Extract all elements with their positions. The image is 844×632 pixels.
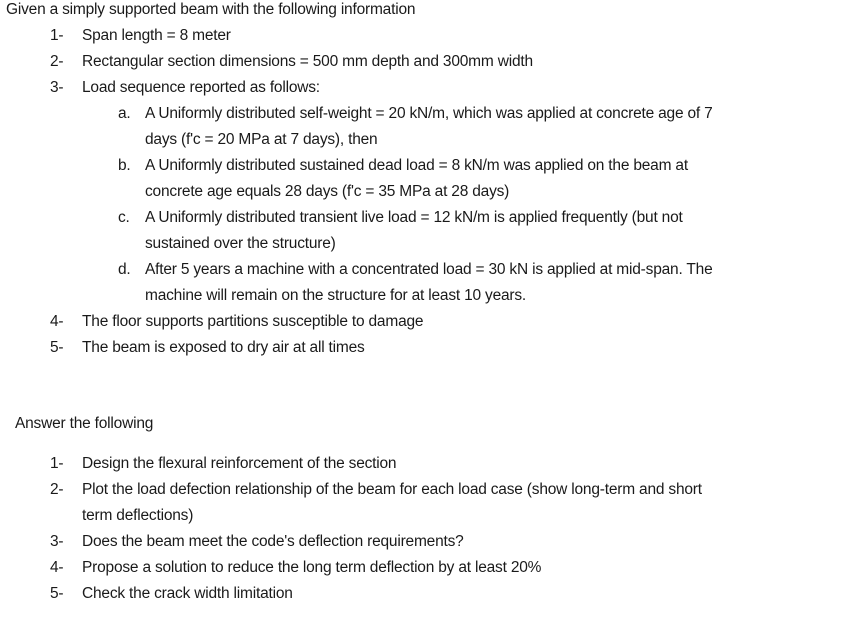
item-text: Check the crack width limitation (82, 585, 293, 602)
item-number: 3- (50, 79, 64, 96)
load-c-line1 (118, 208, 683, 228)
load-text: After 5 years a machine with a concentrated load = 30 kN is applied at mid-span. The (145, 261, 713, 278)
answer-item-1 (50, 454, 396, 474)
item-number: 2- (50, 53, 64, 70)
given-item-2 (50, 52, 533, 72)
item-number: 1- (50, 27, 64, 44)
load-c-line2: sustained over the structure) (145, 235, 336, 252)
item-text: The beam is exposed to dry air at all times (82, 339, 365, 356)
item-text: The floor supports partitions susceptible to damage (82, 313, 424, 330)
load-b-line2: concrete age equals 28 days (f'c = 35 MPa at 28 days) (145, 183, 510, 200)
load-letter: a. (118, 105, 131, 122)
answer-item-3 (50, 532, 464, 552)
item-number: 3- (50, 533, 64, 550)
load-letter: d. (118, 261, 131, 278)
item-text: Load sequence reported as follows: (82, 79, 320, 96)
load-b-line1 (118, 156, 688, 176)
given-item-3 (50, 78, 320, 98)
load-a-line2: days (f'c = 20 MPa at 7 days), then (145, 131, 378, 148)
load-letter: b. (118, 157, 131, 174)
item-number: 4- (50, 559, 64, 576)
item-text: Span length = 8 meter (82, 27, 231, 44)
given-intro: Given a simply supported beam with the following information (6, 1, 416, 18)
answer-item-2-line2: term deflections) (82, 507, 194, 524)
load-d-line2: machine will remain on the structure for at least 10 years. (145, 287, 527, 304)
given-item-1 (50, 26, 231, 46)
item-text: Design the flexural reinforcement of the section (82, 455, 397, 472)
item-text: Plot the load defection relationship of the beam for each load case (show long-term and short (82, 481, 702, 498)
answer-item-4 (50, 558, 541, 578)
load-letter: c. (118, 209, 130, 226)
load-text: A Uniformly distributed sustained dead load = 8 kN/m was applied on the beam at (145, 157, 688, 174)
answer-item-5 (50, 584, 293, 604)
item-number: 4- (50, 313, 64, 330)
item-text: Does the beam meet the code's deflection requirements? (82, 533, 464, 550)
item-text: Propose a solution to reduce the long term deflection by at least 20% (82, 559, 542, 576)
load-text: A Uniformly distributed self-weight = 20 kN/m, which was applied at concrete age of 7 (145, 105, 713, 122)
item-number: 2- (50, 481, 64, 498)
item-number: 5- (50, 339, 64, 356)
item-number: 5- (50, 585, 64, 602)
answer-item-2-line1 (50, 480, 702, 500)
given-item-4 (50, 312, 423, 332)
load-d-line1 (118, 260, 713, 280)
given-item-5 (50, 338, 365, 358)
item-number: 1- (50, 455, 64, 472)
load-a-line1 (118, 104, 713, 124)
load-text: A Uniformly distributed transient live load = 12 kN/m is applied frequently (but not (145, 209, 683, 226)
answer-intro: Answer the following (15, 415, 154, 432)
item-text: Rectangular section dimensions = 500 mm depth and 300mm width (82, 53, 533, 70)
